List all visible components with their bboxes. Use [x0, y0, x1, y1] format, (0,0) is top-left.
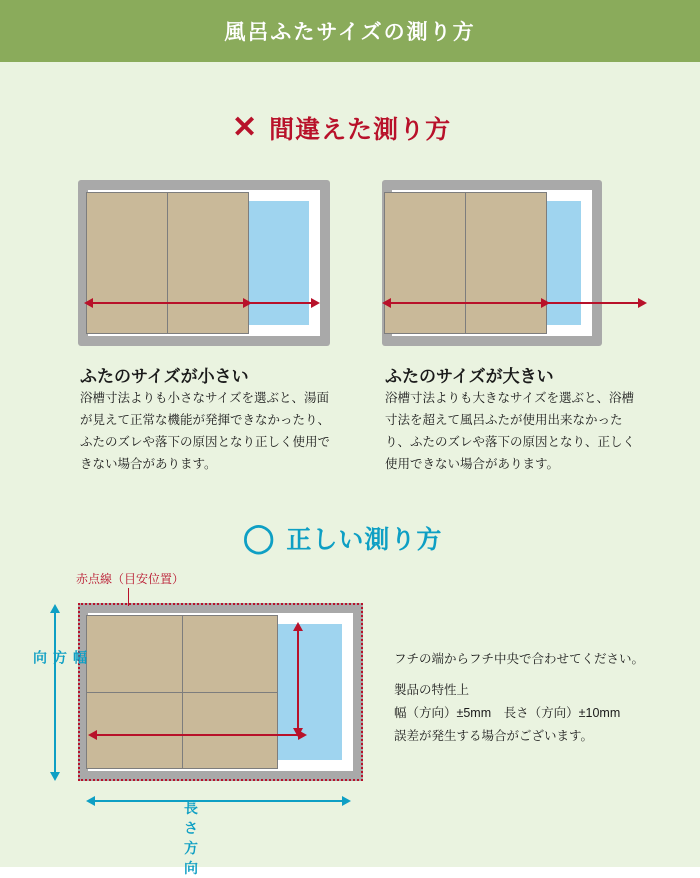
width-direction-label: 幅方向 — [32, 650, 88, 665]
length-direction-arrow-line — [94, 800, 342, 802]
red-dotted-guide — [78, 603, 363, 781]
correct-method-heading — [243, 520, 442, 556]
note-line-2: 製品の特性上 — [394, 683, 470, 698]
inner-length-arrow-head-left — [88, 730, 97, 740]
tub-width-arrow-line — [390, 302, 638, 304]
page-header — [0, 0, 700, 62]
tub-width-arrow-head-right — [638, 298, 647, 308]
circle-icon: ◯ — [243, 522, 275, 553]
lid-panel-divider — [465, 192, 466, 334]
note-line-3: 幅（方向）±5mm 長さ（方向）±10mm — [394, 706, 621, 721]
correct-method-heading-text: 正しい測り方 — [286, 526, 443, 554]
length-direction-arrow-head-left — [86, 796, 95, 806]
caption-body-large: 浴槽寸法よりも大きなサイズを選ぶと、浴槽寸法を超えて風呂ふたが使用出来なかったり、ふたのズレや落下の原因となり、正しく使用できない場合があります。 — [385, 391, 636, 471]
length-direction-arrow-head-right — [342, 796, 351, 806]
page-title: 風呂ふたサイズの測り方 — [224, 21, 476, 44]
measure-note — [394, 648, 654, 749]
inner-length-arrow-line — [96, 734, 298, 736]
width-direction-arrow-head-up — [50, 604, 60, 613]
inner-width-arrow-head-up — [293, 622, 303, 631]
width-direction-arrow-head-down — [50, 772, 60, 781]
note-line-1: フチの端からフチ中央で合わせてください。 — [394, 652, 645, 666]
inner-width-arrow-head-down — [293, 728, 303, 737]
wrong-method-heading-text: 間違えた測り方 — [269, 116, 452, 144]
caption-title-small: ふたのサイズが小さい — [80, 367, 249, 386]
caption-title-large: ふたのサイズが大きい — [385, 367, 554, 386]
length-direction-label: 長さ方向 — [184, 800, 199, 876]
inner-width-arrow-line — [297, 630, 299, 728]
tub-width-arrow-line — [92, 302, 311, 304]
note-line-4: 誤差が発生する場合がございます。 — [394, 729, 594, 744]
width-direction-arrow-line — [54, 612, 56, 772]
caption-body-small: 浴槽寸法よりも小さなサイズを選ぶと、湯面が見えて正常な機能が発揮できなかったり、ふたのズレや落下の原因となり正しく使用できない場合があります。 — [80, 391, 331, 471]
red-dot-leader-line — [128, 588, 129, 606]
red-dot-label: 赤点線（目安位置） — [76, 572, 185, 586]
wrong-method-heading — [232, 110, 451, 146]
tub-width-arrow-head-right — [311, 298, 320, 308]
lid-panel-divider — [167, 192, 168, 334]
cross-icon: ✕ — [232, 111, 258, 144]
note-spacer — [394, 671, 654, 679]
